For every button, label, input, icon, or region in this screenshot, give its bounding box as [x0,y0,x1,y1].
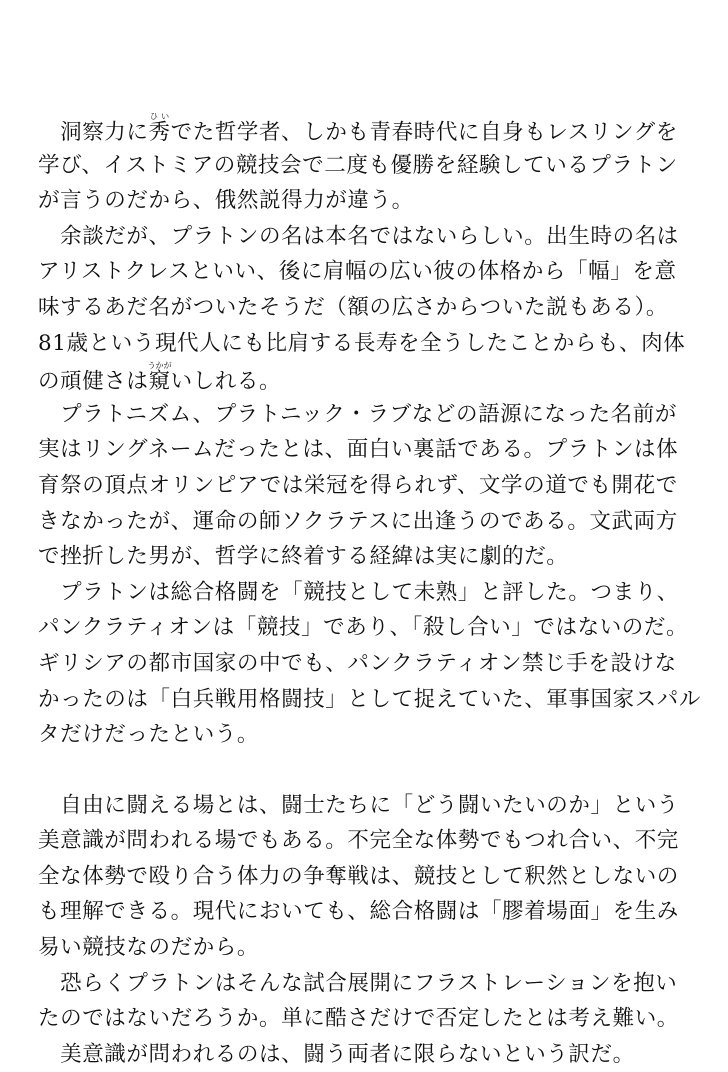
paragraph [38,966,718,1037]
section-gap [38,753,718,788]
text-line: パンクラティオンは「競技」であり、「殺し合い」ではないのだ。 [38,615,689,641]
text-line: 全な体勢で殴り合う体力の争奪戦は、競技として釈然としないの [38,863,679,889]
text-line: 学び、イストミアの競技会で二度も優勝を経験しているプラトン [38,152,678,178]
text-line: 81歳という現代人にも比肩する長寿を全うしたことからも、肉体 [38,330,686,356]
text-line: プラトンは総合格闘を「競技として未熟」と評した。つまり、 [38,579,679,605]
text-line: ギリシアの都市国家の中でも、パンクラティオン禁じ手を設けな [38,650,677,676]
text-line: たのではないだろうか。単に酷さだけで否定したとは考え難い。 [38,1006,679,1032]
text-line: 余談だが、プラトンの名は本名ではないらしい。出生時の名は [38,223,679,249]
text-line: かったのは「白兵戦用格闘技」として捉えていた、軍事国家スパル [38,686,702,712]
text-line: 美意識が問われるのは、闘う両者に限らないという訳だ。 [38,1041,635,1067]
paragraph [38,1037,718,1072]
ruby-annotation: 秀ひい [148,112,171,145]
text-line: きなかったが、運命の師ソクラテスに出逢うのである。文武両方 [38,508,678,534]
paragraph [38,112,718,219]
text-line: アリストクレスといい、後に肩幅の広い彼の体格から「幅」を意 [38,259,677,285]
text-line: で挫折した男が、哲学に終着する経緯は実に劇的だ。 [38,544,569,570]
paragraph [38,575,718,753]
text-line: が言うのだから、俄然説得力が違う。 [38,188,414,214]
text-line: の頑健さは窺うかがいしれる。 [38,361,282,395]
text-line: 美意識が問われる場でもある。不完全な体勢でもつれ合い、不完 [38,828,679,854]
text-line: 実はリングネームだったとは、面白い裏話である。プラトンは体 [38,437,679,463]
paragraph [38,219,718,397]
text-line: 自由に闘える場とは、闘士たちに「どう闘いたいのか」という [38,792,679,818]
text-line: プラトニズム、プラトニック・ラブなどの語源になった名前が [38,401,677,427]
text-line: タだけだったという。 [38,722,260,748]
text-line: 育祭の頂点オリンピアでは栄冠を得られず、文学の道でも開花で [38,472,678,498]
paragraph [38,788,718,966]
ruby-annotation: 窺うかが [147,361,172,395]
text-line: 洞察力に秀ひいでた哲学者、しかも青春時代に自身もレスリングを [38,112,678,145]
text-line: 易い競技なのだから。 [38,935,260,961]
paragraph [38,397,718,575]
text-line: 味するあだ名がついたそうだ（額の広さからついた説もある）。 [38,294,668,320]
page-body [38,112,718,1072]
text-line: 恐らくプラトンはそんな試合展開にフラストレーションを抱い [38,970,678,996]
text-line: も理解できる。現代においても、総合格闘は「膠着場面」を生み [38,899,679,925]
